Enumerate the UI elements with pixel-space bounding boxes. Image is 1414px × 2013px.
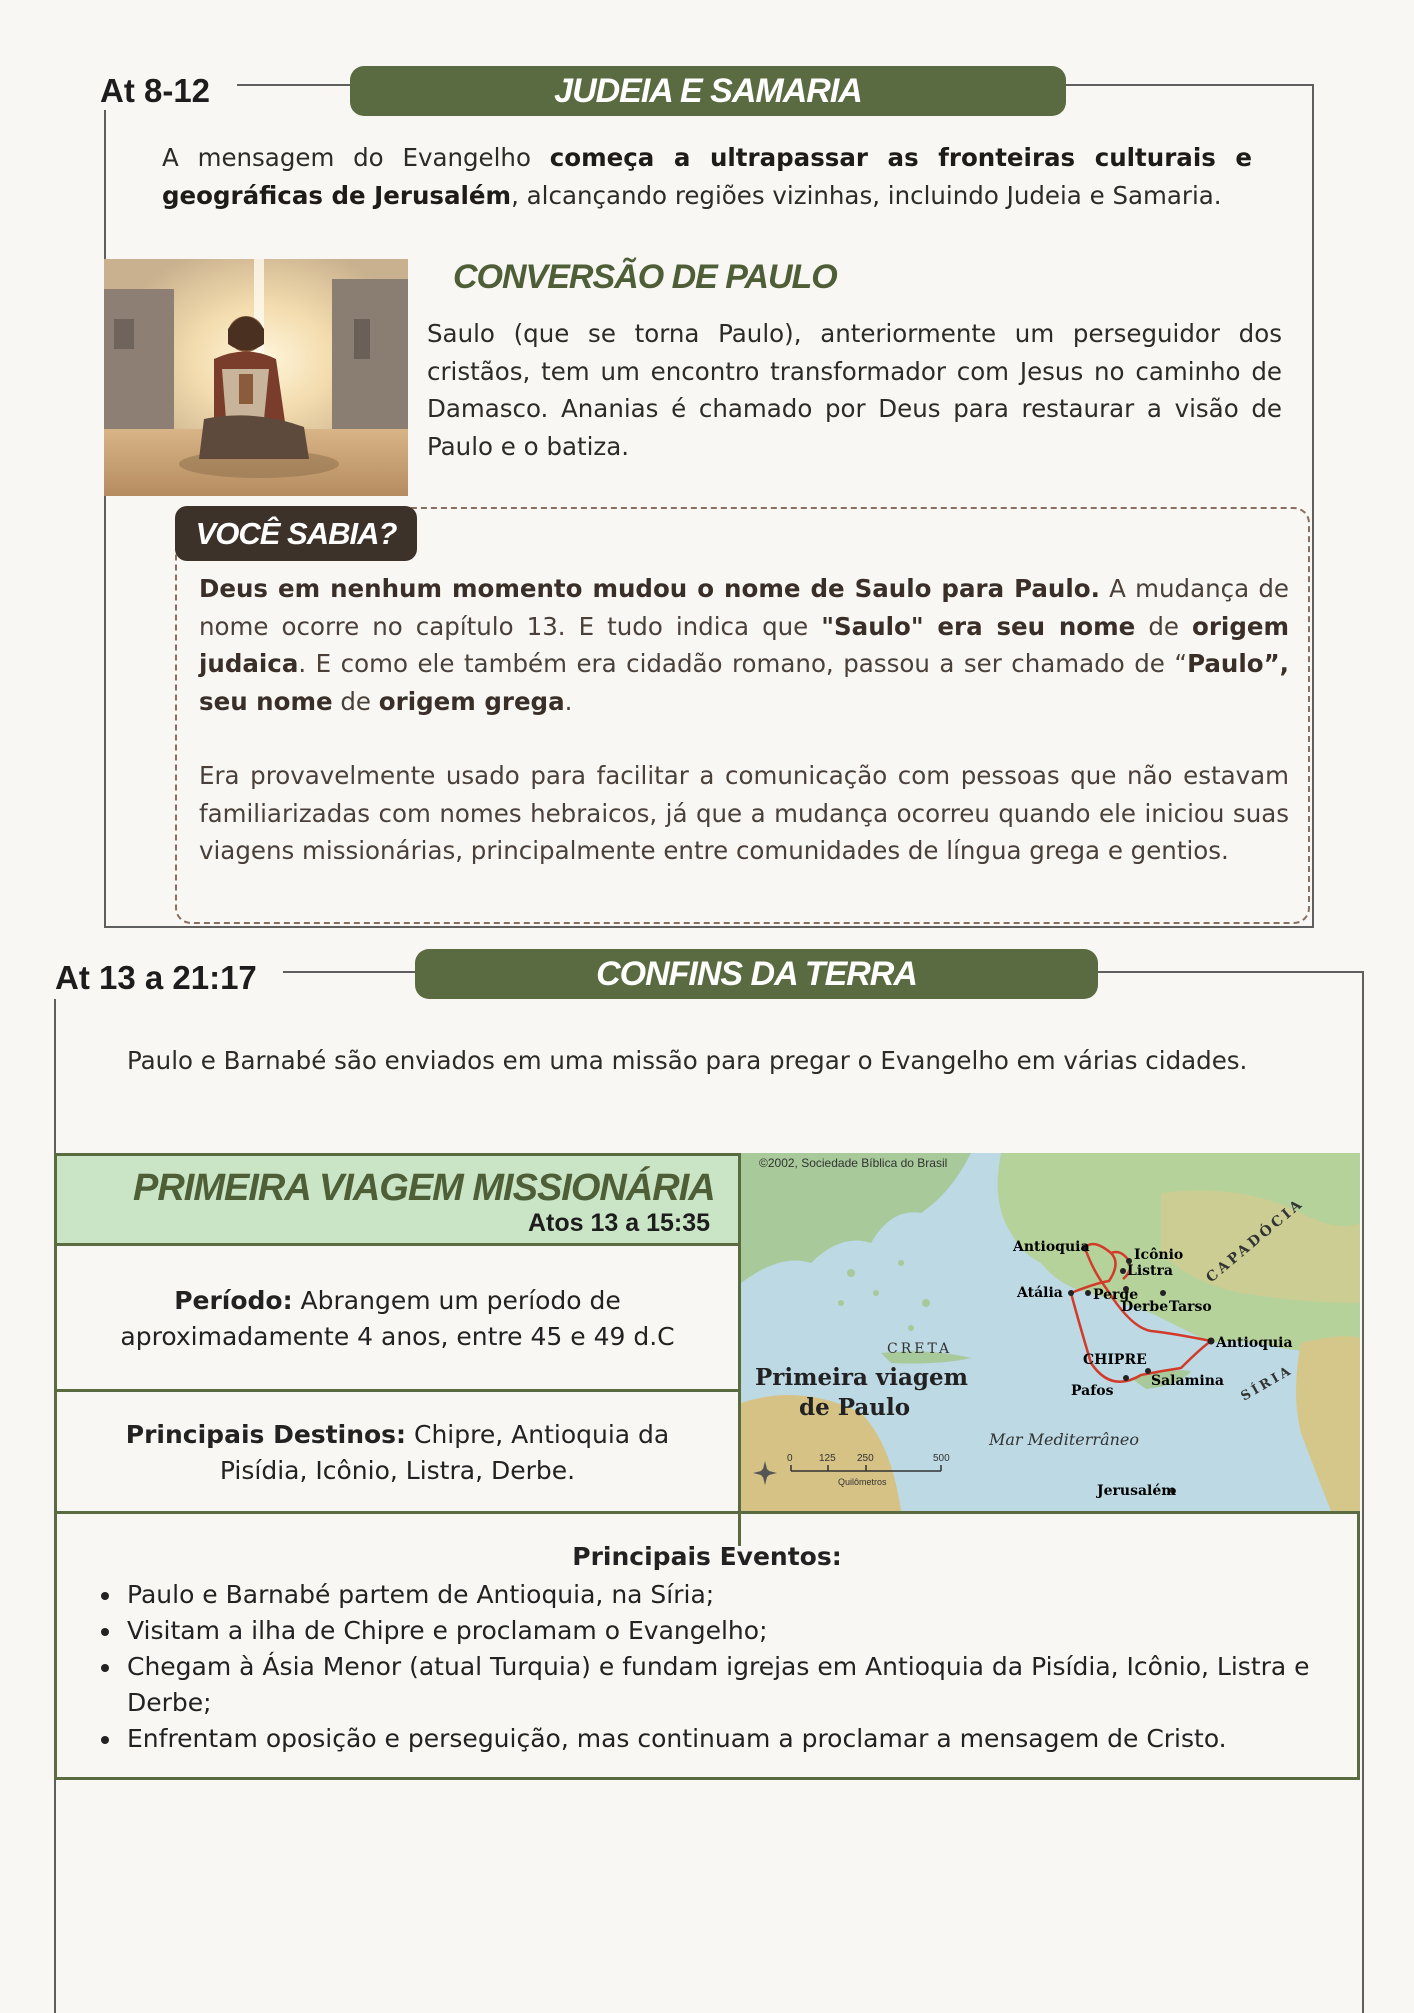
period-text: Abrangem um período de aproximadamente 4 anos, entre 45 e 49 d.C	[120, 1286, 675, 1351]
map-creta: CRETA	[887, 1341, 953, 1357]
row-divider	[57, 1511, 1357, 1514]
row-divider	[57, 1389, 740, 1392]
events-list	[57, 1577, 1347, 1757]
map-city-atalia: Atália	[1017, 1285, 1063, 1301]
map-city-salamina: Salamina	[1151, 1373, 1224, 1389]
intro-text-end: , alcançando regiões vizinhas, incluindo Judeia e Samaria.	[511, 180, 1222, 210]
map-city-pafos: Pafos	[1071, 1383, 1114, 1399]
events-list-container	[57, 1577, 1347, 1757]
journey-map	[741, 1153, 1360, 1511]
event-item: • Enfrentam oposição e perseguição, mas continuam a proclamar a mensagem de Cristo.	[123, 1721, 1347, 1757]
section-judeia-samaria	[0, 0, 1414, 935]
map-sea: Mar Mediterrâneo	[989, 1430, 1140, 1449]
destinations-label: Principais Destinos:	[125, 1420, 407, 1449]
map-city-jerusalem: Jerusalém	[1097, 1483, 1177, 1499]
map-scale-0: 0	[787, 1453, 793, 1464]
journey-title: PRIMEIRA VIAGEM MISSIONÁRIA	[133, 1167, 715, 1209]
first-journey-map	[741, 1153, 1360, 1511]
fact-text-4: de	[332, 686, 379, 716]
intro-bold: começa a ultrapassar as fronteiras culturais e geográficas de Jerusalém	[162, 143, 1252, 210]
fact-bold-1: Deus em nenhum momento mudou o nome de Saulo para Paulo.	[199, 574, 1100, 603]
section-title: CONFINS DA TERRA	[415, 949, 1098, 999]
period-cell	[100, 1283, 695, 1355]
fact-text-2: de	[1135, 611, 1193, 641]
map-scale-125: 125	[819, 1453, 836, 1464]
did-you-know-paragraph-2: Era provavelmente usado para facilitar a comunicação com pessoas que não estavam familiarizadas com nomes hebraicos, já que a mudança ocorreu quando ele iniciou suas viagens missionárias, principalmente entre comunidades de língua grega e gentios.	[199, 761, 1289, 865]
destinations-text: Chipre, Antioquia da Pisídia, Icônio, Listra, Derbe.	[219, 1420, 670, 1485]
map-city-perge: Perge	[1093, 1287, 1139, 1303]
did-you-know-paragraph-1	[199, 570, 1289, 720]
events-title: Principais Eventos:	[572, 1542, 842, 1571]
map-copyright: ©2002, Sociedade Bíblica do Brasil	[759, 1156, 948, 1170]
map-city-listra: Listra	[1127, 1263, 1173, 1279]
fact-text-5: .	[564, 686, 573, 716]
map-scale-250: 250	[857, 1453, 874, 1464]
map-city-derbe: Derbe	[1121, 1299, 1169, 1315]
section-confins-da-terra	[0, 935, 1414, 2000]
did-you-know-text: VOCÊ SABIA?	[195, 515, 397, 551]
did-you-know-label	[175, 506, 417, 561]
destinations-cell	[100, 1417, 695, 1489]
map-scale-unit: Quilômetros	[838, 1477, 887, 1487]
fact-text-3: . E como ele também era cidadão romano, passou a ser chamado de “	[298, 649, 1188, 678]
conversion-paragraph: Saulo (que se torna Paulo), anteriormente um perseguidor dos cristãos, tem um encontro transformador com Jesus no caminho de Damasco. Ananias é chamado por Deus para restaurar a visão de Paulo e o batiza.	[427, 319, 1282, 461]
conversion-heading: CONVERSÃO DE PAULO	[453, 258, 837, 296]
map-chipre: CHIPRE	[1083, 1352, 1147, 1368]
map-city-antioquia-siria: Antioquia	[1216, 1335, 1293, 1351]
section-title: JUDEIA E SAMARIA	[350, 66, 1066, 116]
map-title-line1: Primeira viagem	[755, 1364, 968, 1391]
map-city-tarso: Tarso	[1169, 1299, 1212, 1315]
intro-paragraph: Paulo e Barnabé são enviados em uma missão para pregar o Evangelho em várias cidades.	[127, 1046, 1248, 1075]
fact-text-1: A mudança de nome ocorre no capítulo 13. E tudo indica que	[199, 574, 1289, 641]
intro-paragraph	[162, 139, 1252, 214]
map-city-antioquia-pisidia: Antioquia	[1013, 1239, 1090, 1255]
fact-bold-4: Paulo”, seu nome	[199, 649, 1289, 716]
map-siria: SÍRIA	[1238, 1362, 1296, 1405]
map-capadocia: CAPADÓCIA	[1203, 1195, 1308, 1287]
reference-label: At 13 a 21:17	[55, 959, 257, 996]
map-city-iconio: Icônio	[1134, 1247, 1184, 1263]
period-label: Período:	[174, 1286, 293, 1315]
fact-bold-2: "Saulo" era seu nome	[821, 611, 1136, 641]
event-item: • Paulo e Barnabé partem de Antioquia, na Síria;	[123, 1577, 1347, 1613]
event-item: • Visitam a ilha de Chipre e proclamam o Evangelho;	[123, 1613, 1347, 1649]
paul-illustration	[104, 259, 408, 496]
event-item: • Chegam à Ásia Menor (atual Turquia) e fundam igrejas em Antioquia da Pisídia, Icônio, Listra e Derbe;	[123, 1649, 1347, 1721]
fact-bold-3: origem judaica	[199, 611, 1290, 678]
journey-subtitle: Atos 13 a 15:35	[528, 1209, 711, 1237]
reference-label: At 8-12	[100, 72, 211, 109]
map-scale-500: 500	[933, 1453, 950, 1464]
map-title-line2: de Paulo	[799, 1394, 911, 1421]
intro-text: A mensagem do Evangelho	[162, 143, 550, 172]
fact-bold-5: origem grega	[378, 686, 565, 716]
paul-kneeling-image	[104, 259, 408, 496]
